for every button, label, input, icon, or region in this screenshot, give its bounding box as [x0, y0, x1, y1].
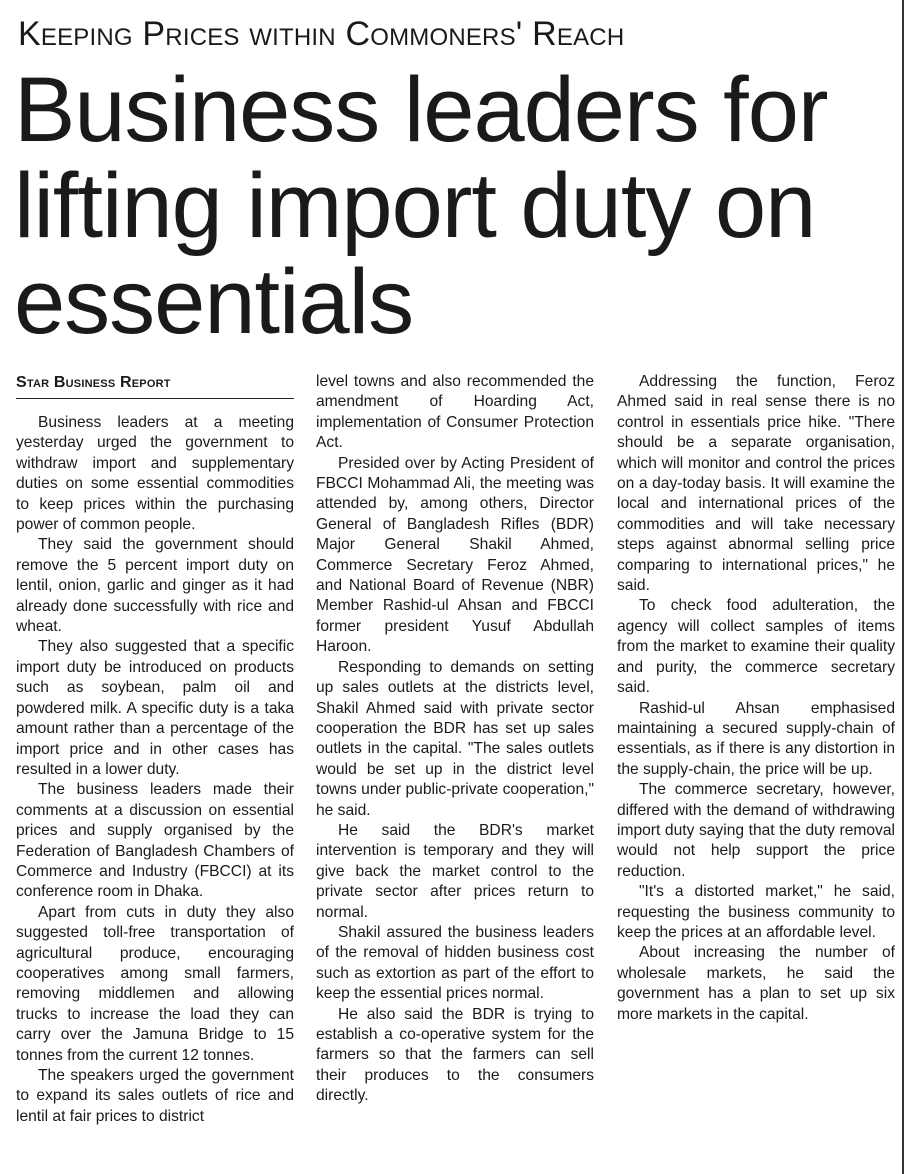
article-column-3 — [617, 372, 895, 1025]
paragraph: He said the BDR's market intervention is temporary and they will give back the market control to the private sector after prices return to normal. — [316, 821, 594, 921]
paragraph: Apart from cuts in duty they also suggested toll-free transportation of agricultural produce, encouraging cooperatives among small farmers, removing middlemen and allowing trucks to increase the load they can carry over the Jamuna Bridge to 15 tonnes from the current 12 tonnes. — [16, 903, 294, 1064]
paragraph: They said the government should remove the 5 percent import duty on lentil, onion, garlic and ginger as it had already done successfully with rice and wheat. — [16, 536, 294, 636]
article-column-2 — [316, 372, 594, 1107]
paragraph: The commerce secretary, however, differed with the demand of withdrawing import duty saying that the duty removal would not help support the price reduction. — [617, 781, 895, 880]
paragraph: Rashid-ul Ahsan emphasised maintaining a secured supply-chain of essentials, as if there is any distortion in the supply-chain, the price will be up. — [617, 699, 895, 778]
byline: Star Business Report — [16, 372, 294, 399]
paragraph: They also suggested that a specific import duty be introduced on products such as soybean, palm oil and powdered milk. A specific duty is a taka amount rather than a percentage of the import price and in other cases has resulted in a lower duty. — [16, 638, 294, 778]
paragraph: level towns and also recommended the amendment of Hoarding Act, implementation of Consumer Protection Act. — [316, 373, 594, 452]
article-headline: Business leaders for lifting import duty on essentials — [14, 59, 828, 353]
paragraph: Shakil assured the business leaders of the removal of hidden business cost such as extortion as part of the effort to keep the essential prices normal. — [316, 923, 594, 1003]
paragraph: He also said the BDR is trying to establish a co-operative system for the farmers so that the farmers can sell their produces to the consumers directly. — [316, 1005, 594, 1105]
article-column-1 — [16, 372, 294, 1127]
paragraph: Addressing the function, Feroz Ahmed said in real sense there is no control in essentials price hike. "There should be a separate organisation, which will monitor and control the prices on a day-today basis. It will examine the local and international prices of the commodities and will take necessary steps against abnormal selling price comparing to international prices," he said. — [617, 373, 895, 595]
paragraph: Responding to demands on setting up sales outlets at the districts level, Shakil Ahmed said with private sector cooperation the BDR has set up sales outlets in the capital. "The sales outlets would be set up in the district level towns under public-private cooperation," he said. — [316, 658, 594, 819]
paragraph: Business leaders at a meeting yesterday urged the government to withdraw import and supplementary duties on some essential commodities to keep prices within the purchasing power of common people. — [16, 414, 294, 534]
paragraph: The speakers urged the government to expand its sales outlets of rice and lentil at fair prices to district — [16, 1067, 294, 1125]
paragraph: "It's a distorted market," he said, requesting the business community to keep the prices at an affordable level. — [617, 883, 895, 941]
paragraph: To check food adulteration, the agency will collect samples of items from the market to examine their quality and purity, the commerce secretary said. — [617, 597, 895, 697]
paragraph: About increasing the number of wholesale markets, he said the government has a plan to set up six more markets in the capital. — [617, 944, 895, 1023]
paragraph: Presided over by Acting President of FBCCI Mohammad Ali, the meeting was attended by, among others, Director General of Bangladesh Rifles (BDR) Major General Shakil Ahmed, Commerce Secretary Feroz Ahmed, and National Board of Revenue (NBR) Member Rashid-ul Ahsan and FBCCI former president Yusuf Abdullah Haroon. — [316, 454, 594, 656]
page-edge-rule — [902, 0, 904, 1174]
paragraph: The business leaders made their comments at a discussion on essential prices and supply organised by the Federation of Bangladesh Chambers of Commerce and Industry (FBCCI) at its conference room in Dhaka. — [16, 781, 294, 901]
article-kicker: Keeping Prices within Commoners' Reach — [18, 15, 625, 53]
